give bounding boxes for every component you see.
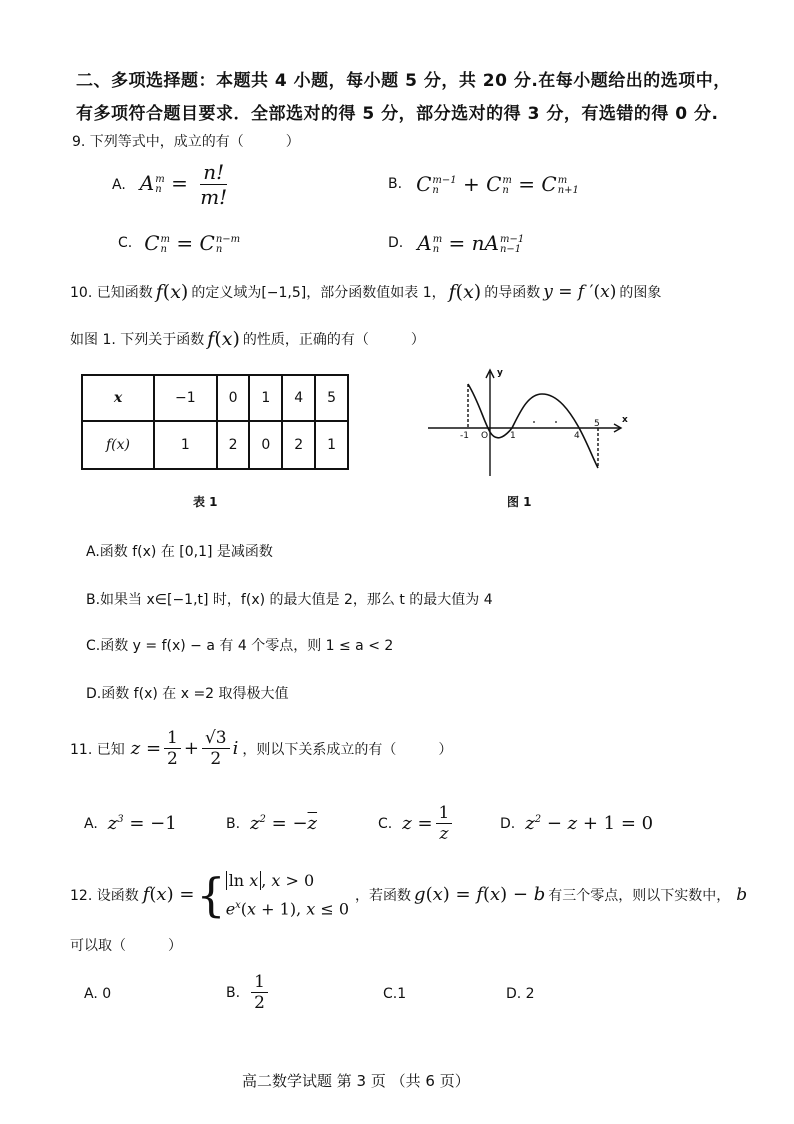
table-caption: 表 1 — [193, 495, 218, 509]
q12-option-c: C.1 — [383, 986, 407, 1002]
derivative-curve — [468, 384, 598, 468]
graph-label-y: y — [497, 368, 503, 378]
piecewise-definition: { ln x , x > 0 $e^x(x + 1)$, x ≤ 0 — [196, 867, 350, 922]
q9-option-c: C. C m n = C n−m n — [118, 231, 241, 255]
table-cell: 0 — [249, 421, 282, 469]
q12-stem-line-2: 可以取（ ） — [70, 938, 182, 954]
q12-option-d: D. 2 — [506, 986, 535, 1002]
q9-option-d: D. A m n = nA m−1 n−1 — [388, 231, 525, 255]
table-cell: 1 — [154, 421, 217, 469]
graph-label-4: 4 — [574, 431, 580, 441]
table-cell: 1 — [315, 421, 348, 469]
q11-option-d: D. $z^2 - z + 1 = 0$ — [500, 813, 654, 834]
graph-label-neg1: -1 — [460, 431, 469, 441]
q12-stem: 12. 设函数 f(x) = { ln x , x > 0 $e^x(x + 1)$, x ≤ 0 ，若函数 g(x) = f(x) − b 有三个零点，则以下实数中， b — [70, 867, 748, 922]
table-cell: 1 — [249, 375, 282, 421]
q12-option-a: A. 0 — [84, 986, 112, 1002]
table-cell: 4 — [282, 375, 315, 421]
q11-option-b: B. $z^2 = -\overline{z}$ — [226, 813, 318, 834]
table-cell: 2 — [282, 421, 315, 469]
graph-label-origin: O — [481, 431, 489, 441]
q9-d-formula: A m n = nA m−1 n−1 — [417, 231, 525, 255]
graph-label-1: 1 — [510, 431, 516, 441]
figure-caption: 图 1 — [507, 495, 532, 509]
q10-stem-line-2: 如图 1. 下列关于函数 f(x) 的性质，正确的有（ ） — [70, 328, 425, 350]
q9-option-a: A. A m n = $\frac{n!}{m!}$ — [112, 160, 233, 209]
value-table — [81, 374, 349, 470]
table-cell: 5 — [315, 375, 348, 421]
q10-stem-line-1: 10. 已知函数 f(x) 的定义域为[−1,5]，部分函数值如表 1， f(x) 的导函数 y = f ′(x) 的图象 — [70, 281, 662, 303]
table-header-fx: f(x) — [82, 421, 154, 469]
section-line-1: 二、多项选择题：本题共 4 小题，每小题 5 分，共 20 分.在每小题给出的选项中， — [76, 71, 731, 91]
q11-option-c: C. z = $\frac{1}{z}$ — [378, 803, 455, 845]
q9-c-formula: C m n = C n−m n — [144, 231, 241, 255]
table-cell: 0 — [217, 375, 250, 421]
table-header-x: x — [82, 375, 154, 421]
q9-a-formula: A m n = $\frac{n!}{m!}$ — [139, 160, 228, 209]
q9-stem: 9. 下列等式中，成立的有（ ） — [72, 134, 300, 150]
table-cell: −1 — [154, 375, 217, 421]
q10-option-d: D.函数 f(x) 在 x =2 取得极大值 — [86, 686, 289, 702]
q10-option-c: C.函数 y = f(x) − a 有 4 个零点，则 1 ≤ a < 2 — [86, 638, 394, 654]
q11-option-a: A. $z^3 = -1$ — [84, 813, 177, 834]
table-cell: 2 — [217, 421, 250, 469]
graph-label-5: 5 — [594, 419, 600, 429]
q10-option-b: B.如果当 x∈[−1,t] 时，f(x) 的最大值是 2，那么 t 的最大值为 4 — [86, 592, 493, 608]
graph-label-x: x — [622, 415, 628, 425]
q12-option-b: B. $\frac{1}{2}$ — [226, 972, 271, 1014]
q10-option-a: A.函数 f(x) 在 [0,1] 是减函数 — [86, 544, 273, 560]
page-footer: 高二数学试题 第 3 页 （共 6 页） — [242, 1072, 470, 1090]
q9-b-formula: C m−1 n + C m n = C m n+1 — [416, 172, 579, 196]
q11-stem: 11. 已知 z = $\frac{1}{2}$ + $\frac{√3}{2}$ i ，则以下关系成立的有（ ） — [70, 728, 453, 770]
q9-option-b: B. C m−1 n + C m n = C m n+1 — [388, 172, 579, 196]
section-line-2: 有多项符合题目要求．全部选对的得 5 分，部分选对的得 3 分，有选错的得 0 分. — [76, 104, 719, 124]
derivative-graph — [424, 362, 634, 482]
